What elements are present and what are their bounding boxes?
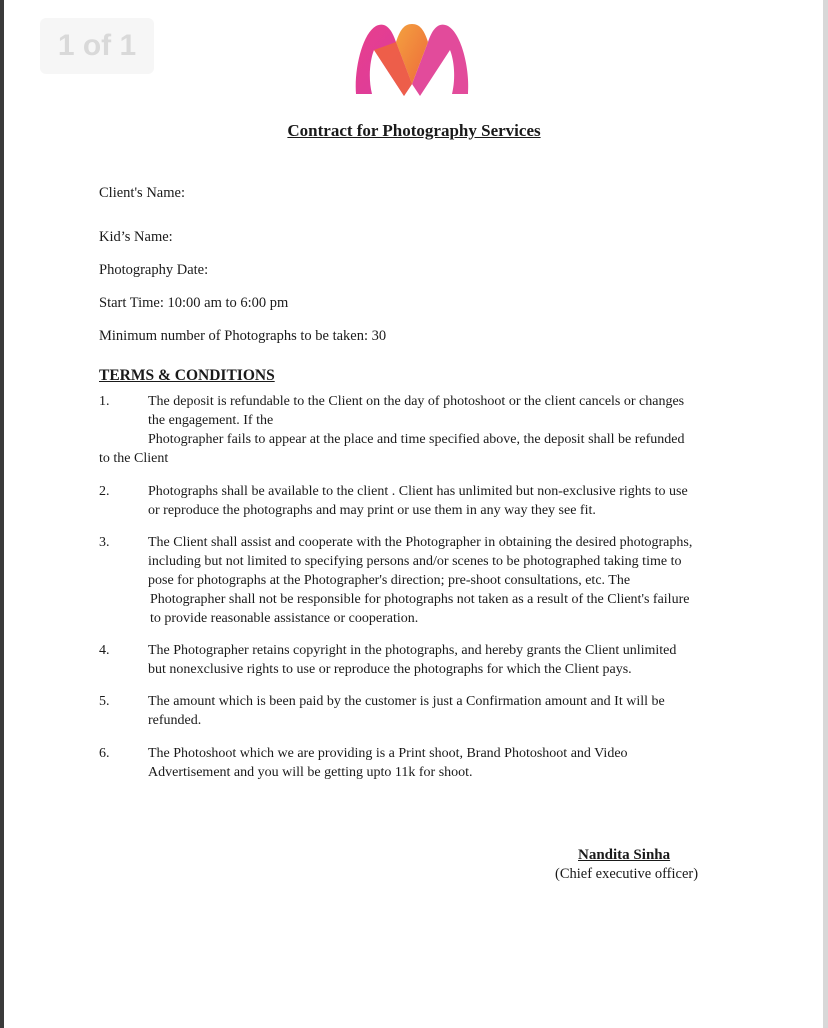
term-line: to provide reasonable assistance or cooperation. xyxy=(150,611,419,626)
client-name-field: Client's Name: xyxy=(99,185,185,201)
term-number: 6. xyxy=(99,746,110,761)
term-line: the engagement. If the xyxy=(148,413,274,428)
term-number: 1. xyxy=(99,394,110,409)
term-line: Advertisement and you will be getting upto 11k for shoot. xyxy=(148,765,473,780)
term-line: Photographer shall not be responsible for photographs not taken as a result of the Client's failure xyxy=(150,592,690,607)
photography-date-field: Photography Date: xyxy=(99,262,209,278)
page-left-edge xyxy=(0,0,4,1028)
start-time-field: Start Time: 10:00 am to 6:00 pm xyxy=(99,295,289,311)
term-number: 2. xyxy=(99,484,110,499)
signatory-name: Nandita Sinha xyxy=(578,847,671,863)
document-title: Contract for Photography Services xyxy=(287,121,541,140)
term-line: Photographer fails to appear at the place and time specified above, the deposit shall be refunded xyxy=(148,432,685,447)
term-line: The Photoshoot which we are providing is a Print shoot, Brand Photoshoot and Video xyxy=(148,746,628,761)
kid-name-field: Kid’s Name: xyxy=(99,229,173,245)
term-line: Photographs shall be available to the client . Client has unlimited but non-exclusive rights to use xyxy=(148,484,688,499)
min-photos-field: Minimum number of Photographs to be taken: 30 xyxy=(99,328,387,344)
term-line: The deposit is refundable to the Client on the day of photoshoot or the client cancels or changes xyxy=(148,394,685,409)
term-number: 5. xyxy=(99,694,110,709)
term-line: refunded. xyxy=(148,713,202,728)
term-line: or reproduce the photographs and may print or use them in any way they see fit. xyxy=(148,503,596,518)
term-line: The amount which is been paid by the customer is just a Confirmation amount and It will be xyxy=(148,694,665,709)
page-counter: 1 of 1 xyxy=(40,18,154,74)
term-line: The Photographer retains copyright in the photographs, and hereby grants the Client unlimited xyxy=(148,643,677,658)
term-line: but nonexclusive rights to use or reproduce the photographs for which the Client pays. xyxy=(148,662,632,677)
myntra-m-logo-icon xyxy=(352,20,472,100)
term-line: pose for photographs at the Photographer's direction; pre-shoot consultations, etc. The xyxy=(148,573,631,588)
terms-heading: TERMS & CONDITIONS xyxy=(99,367,275,384)
term-number: 3. xyxy=(99,535,110,550)
term-line: to the Client xyxy=(99,451,169,466)
page-right-edge xyxy=(823,0,828,1028)
term-line: including but not limited to specifying persons and/or scenes to be photographed taking time to xyxy=(148,554,682,569)
term-number: 4. xyxy=(99,643,110,658)
signatory-role: (Chief executive officer) xyxy=(555,866,699,882)
term-line: The Client shall assist and cooperate with the Photographer in obtaining the desired photographs, xyxy=(148,535,693,550)
